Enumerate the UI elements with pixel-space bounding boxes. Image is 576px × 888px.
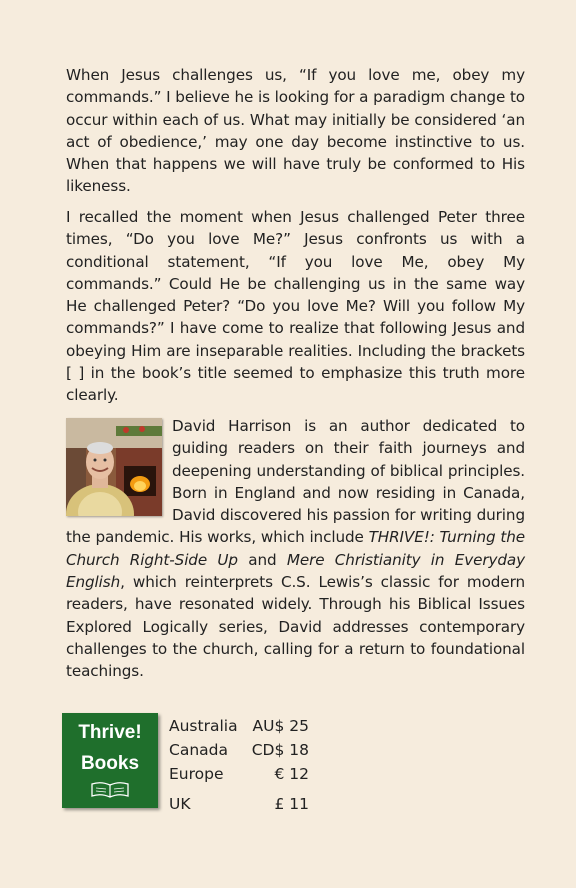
price-country: Canada [169, 741, 228, 759]
price-row-europe [169, 762, 309, 786]
price-country: Australia [169, 717, 238, 735]
paragraph-1-text: When Jesus challenges us, “If you love me, obey my commands.” I believe he is looking for a paradigm change to occur within each of us. What may initially be considered ‘an act of obedience,’ may one day become instinctive to us. When that happens we will have truly be conformed to His likeness. [66, 66, 525, 196]
price-row-uk [169, 792, 309, 816]
logo-word-books: Books [80, 753, 140, 774]
paragraph-2 [66, 206, 525, 407]
price-row-australia [169, 714, 309, 738]
price-amount: AU$ 25 [252, 717, 309, 735]
publisher-logo [62, 713, 158, 808]
bio-text-3: , which reinterprets C.S. Lewis’s classic for modern readers, have resonated widely. Through his Biblical Issues Explored Logically series, David addresses contemporary challenges to the church, calling for a return to foundational teachings. [66, 573, 525, 681]
open-book-icon [90, 781, 130, 804]
author-photo [66, 418, 162, 516]
book-title-thrive: THRIVE!: Turning the Church Right-Side Up [66, 528, 525, 569]
price-country: UK [169, 795, 191, 813]
price-row-canada [169, 738, 309, 762]
price-country: Europe [169, 765, 224, 783]
paragraph-1 [66, 64, 525, 198]
logo-word-thrive: Thrive! [78, 722, 142, 743]
price-amount: € 12 [274, 765, 309, 783]
book-title-mere-christianity: Mere Christianity in Everyday English [66, 550, 526, 592]
price-list [169, 714, 309, 816]
price-amount: CD$ 18 [251, 741, 309, 759]
author-bio [66, 415, 525, 683]
bio-text-2: and [237, 550, 287, 569]
paragraph-2-text: I recalled the moment when Jesus challenged Peter three times, “Do you love Me?” Jesus confronts us with a conditional statement, “If you love Me, obey My commands.” Could He be challenging us in the same way He challenged Peter? “Do you love Me? Will you follow My commands?” I have come to realize that following Jesus and obeying Him are inseparable realities. Including the brackets [ ] in the book’s title seemed to emphasize this truth more clearly. [66, 208, 525, 405]
price-amount: £ 11 [274, 795, 309, 813]
bio-text-1: David Harrison is an author dedicated to guiding readers on their faith journeys and deepening understanding of biblical principles. Born in England and now residing in Canada, David discovered his passion for writing during the pandemic. His works, which include [66, 417, 525, 547]
